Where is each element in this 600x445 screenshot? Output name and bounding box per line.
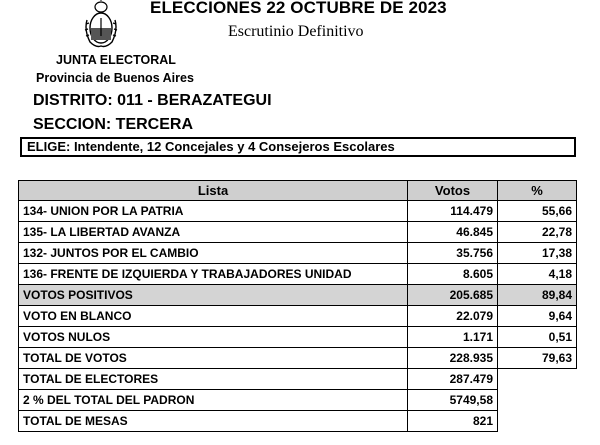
party-pct: 17,38: [498, 243, 577, 264]
table-row: [19, 201, 577, 222]
nulos-label: VOTOS NULOS: [19, 327, 408, 348]
total-votos-label: TOTAL DE VOTOS: [19, 348, 408, 369]
elige-box: ELIGE: Intendente, 12 Concejales y 4 Consejeros Escolares: [20, 137, 576, 157]
org-province: Provincia de Buenos Aires: [36, 71, 194, 85]
positivos-votes: 205.685: [408, 285, 498, 306]
section-label: SECCION: TERCERA: [33, 116, 194, 133]
page-title: ELECCIONES 22 OCTUBRE DE 2023: [150, 0, 447, 17]
page-subtitle: Escrutinio Definitivo: [228, 23, 364, 40]
voto-blanco-row: [19, 306, 577, 327]
party-votes: 8.605: [408, 264, 498, 285]
party-votes: 46.845: [408, 222, 498, 243]
party-votes: 35.756: [408, 243, 498, 264]
party-name: 132- JUNTOS POR EL CAMBIO: [19, 243, 408, 264]
votos-nulos-row: [19, 327, 577, 348]
electores-value: 287.479: [408, 369, 498, 390]
party-name: 135- LA LIBERTAD AVANZA: [19, 222, 408, 243]
table-row: [19, 243, 577, 264]
party-pct: 22,78: [498, 222, 577, 243]
total-votos-row: [19, 348, 577, 369]
district-label: DISTRITO: 011 - BERAZATEGUI: [33, 92, 272, 109]
header-lista: Lista: [19, 181, 408, 201]
electores-label: TOTAL DE ELECTORES: [19, 369, 408, 390]
results-table: [18, 180, 577, 432]
padron-label: 2 % DEL TOTAL DEL PADRON: [19, 390, 408, 411]
padron-row: [19, 390, 577, 411]
blanco-pct: 9,64: [498, 306, 577, 327]
table-row: [19, 222, 577, 243]
party-name: 136- FRENTE DE IZQUIERDA Y TRABAJADORES UNIDAD: [19, 264, 408, 285]
nulos-votes: 1.171: [408, 327, 498, 348]
padron-value: 5749,58: [408, 390, 498, 411]
party-name: 134- UNION POR LA PATRIA: [19, 201, 408, 222]
nulos-pct: 0,51: [498, 327, 577, 348]
total-electores-row: [19, 369, 577, 390]
party-pct: 4,18: [498, 264, 577, 285]
org-name: JUNTA ELECTORAL: [56, 53, 176, 67]
mesas-label: TOTAL DE MESAS: [19, 411, 408, 432]
header-pct: %: [498, 181, 577, 201]
blanco-label: VOTO EN BLANCO: [19, 306, 408, 327]
table-header-row: [19, 181, 577, 201]
blanco-votes: 22.079: [408, 306, 498, 327]
header-votos: Votos: [408, 181, 498, 201]
party-votes: 114.479: [408, 201, 498, 222]
total-votos-votes: 228.935: [408, 348, 498, 369]
positivos-label: VOTOS POSITIVOS: [19, 285, 408, 306]
mesas-value: 821: [408, 411, 498, 432]
coat-of-arms-icon: [84, 0, 118, 50]
total-votos-pct: 79,63: [498, 348, 577, 369]
party-pct: 55,66: [498, 201, 577, 222]
votos-positivos-row: [19, 285, 577, 306]
table-row: [19, 264, 577, 285]
positivos-pct: 89,84: [498, 285, 577, 306]
total-mesas-row: [19, 411, 577, 432]
